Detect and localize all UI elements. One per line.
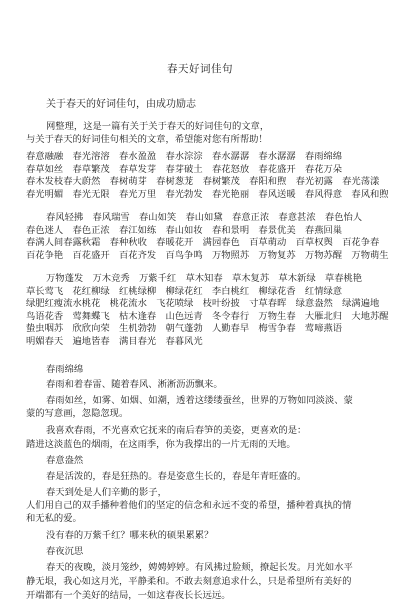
section-line: 蒙的写意画，忽隐忽现。: [26, 408, 129, 419]
word-row: 春光明媚 春光无限 春光万里 春光勃发 春光艳丽 春风送暖 春风得意 春风和煦: [26, 188, 389, 200]
section-line: 春天的夜晚，淡月笼纱，娉娉婷婷。有风拂过脸颊，撩起长发。月光如水平: [46, 562, 353, 573]
section-line: 春天到处是人们辛勤的影子，: [46, 487, 167, 498]
word-row: 鸟语花香 莺舞蝶飞 枯木逢春 山色远青 冬令春行 万物生春 大雁北归 大地苏醒: [26, 310, 389, 322]
section-line: 我喜欢春雨，不光喜欢它抚来的南后春笋的美姿，更喜欢的是：: [46, 425, 307, 436]
section-heading: 春雨绵绵: [46, 364, 84, 375]
word-row: 春满人间春露秋霜 春种秋收 春暖花开 满园春色 百草萌动 百草权舆 百花争春: [26, 237, 380, 248]
section-line: 踏进这淡蓝色的烟雨，在这雨季，你为我撑出的一片无雨的天地。: [26, 439, 296, 450]
section-line: 春是活泼的，春是狂热的。春是姿意生长的，春是年青旺盛的。: [46, 471, 307, 482]
word-row: 春风轻拂 春风瑞雪 春山如笑 春山如黛 春意正浓 春意甚浓 春色怡人: [46, 212, 363, 223]
word-row: 明媚春天 遍地皆春 满目春光 春暮风光: [26, 335, 203, 347]
word-row: 万物蓬发 万木竞秀 万紫千红 草木知春 草木复苏 草木新绿 草春桃艳: [46, 273, 363, 284]
section-line: 和无私的爱。: [26, 513, 82, 524]
section-line: 人们用自己的双手播种着他们的坚定的信念和永远不变的希望，播种着真执的情: [26, 500, 352, 511]
subtitle: 关于春天的好词佳句，由成功励志: [46, 99, 196, 110]
section-line: 春雨和着春雷、随着春风、淅淅沥沥飘来。: [46, 379, 223, 390]
section-line: 开端都有一个美好的结局，一如这春夜长长远远。: [26, 590, 231, 601]
intro-line: 与关于春天的好词佳句相关的文章，希望能对您有所帮助！: [26, 134, 268, 145]
section-heading: 春意盎然: [46, 455, 84, 466]
section-line: 静无垠，我心如这月光，平静柔和。不敢去刻意追求什么，只是希望所有美好的: [26, 576, 352, 587]
word-row: 百花争艳 百花盛开 百花齐发 百鸟争鸣 万物照苏 万物复苏 万物苏醒 万物萌生: [26, 249, 389, 261]
word-row: 春色迷人 春色正浓 春江如练 春山如妆 春和景明 春景优美 春燕回巢: [26, 224, 343, 236]
word-row: 春木发枝春大蔚然 春树萌芽 春树葱茏 春树繁茂 春阳和煦 春光初露 春光荡漾: [26, 176, 380, 187]
word-row: 春草如丝 春草繁茂 春草发芽 春芽破土 春花怒放 春花盛开 春花万朵: [26, 163, 343, 175]
word-row: 草长莺飞 花红柳绿 红桃绿柳 柳绿花红 李白桃红 柳绿花香 红情绿意: [26, 285, 343, 297]
section-line: 春雨如丝，如雾、如烟、如潮，透着这缕缕蚕丝，世界的万物如同淡淡、蒙: [46, 395, 353, 406]
word-row: 蛰虫咽苏 欣欣向荣 生机勃勃 朝气蓬勃 人勤春早 梅雪争春 莺啼燕语: [26, 323, 343, 334]
section-heading: 春夜沉思: [46, 546, 84, 557]
word-row: 春意融融 春光溶溶 春水盈盈 春水淙淙 春水潺潺 春水潺潺 春雨绵绵: [26, 151, 343, 162]
section-line: 没有春的万紫千红？哪来秋的硕果累累？: [46, 530, 214, 541]
word-block: [26, 273, 389, 348]
word-row: 绿肥红瘦流水桃花 桃花流水 飞花喷绿 枝叶纷披 寸草春晖 绿意盎然 绿满遍地: [26, 298, 380, 309]
intro-line: 网整理，这是一篇有关于关于春天的好词佳句的文章，: [46, 121, 270, 132]
page-title: 春天好词佳句: [167, 63, 233, 75]
word-block: [26, 151, 389, 201]
word-block: [26, 212, 389, 262]
